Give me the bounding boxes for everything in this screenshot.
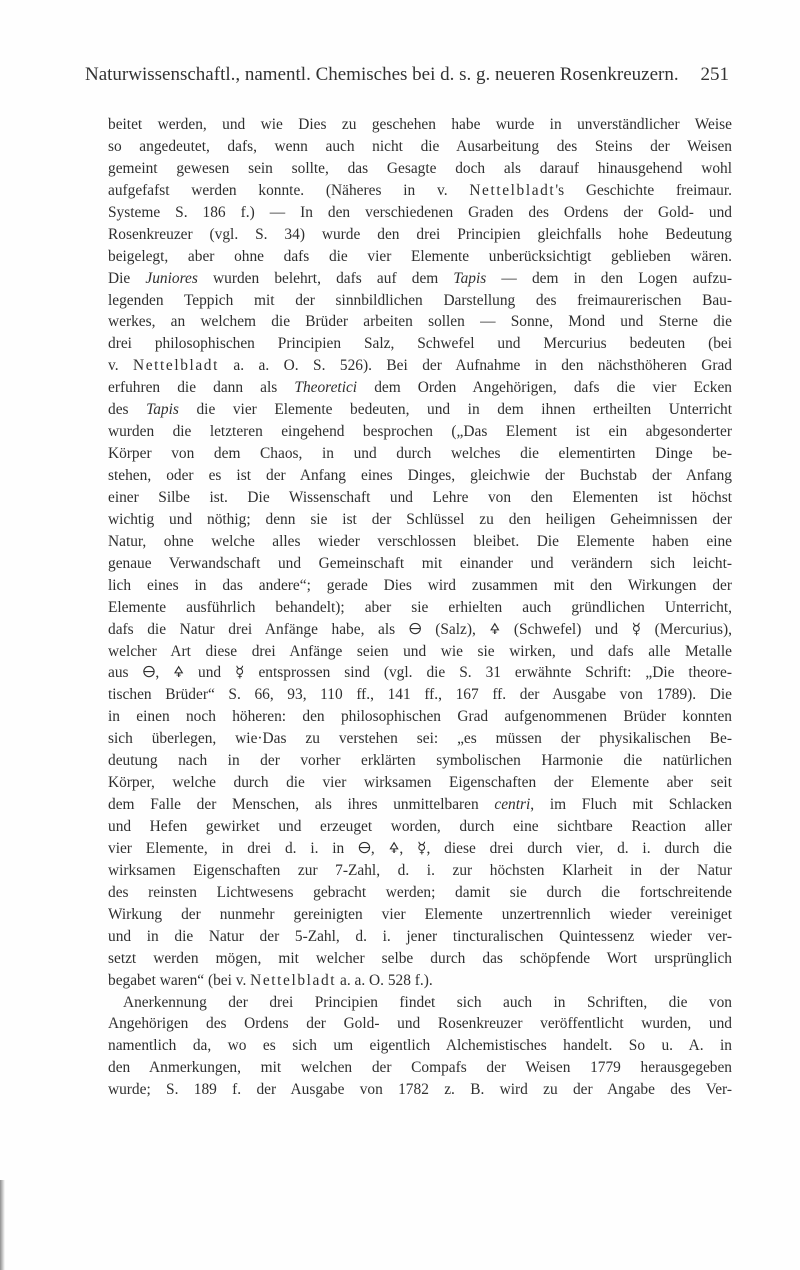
- text-line: und in die Natur der 5-Zahl, d. i. jener tincturalischen Quintessenz wieder ver-: [108, 927, 732, 945]
- text-line: in einen noch höheren: den philosophischen Grad aufgenommenen Brüder konnten: [108, 708, 732, 726]
- text-line: Natur, ohne welche alles wieder verschlossen bleibet. Die Elemente haben eine: [108, 532, 732, 550]
- page-edge-shadow: [0, 1180, 5, 1270]
- text-line: Elemente ausführlich behandelt); aber sie erhielten auch gründlichen Unterricht,: [108, 598, 732, 616]
- text-line: v. Nettelbladt a. a. O. S. 526). Bei der Aufnahme in den nächsthöheren Grad: [108, 357, 732, 375]
- text-line: vier Elemente, in drei d. i. in 🜔, 🜍, ☿, diese drei durch vier, d. i. durch die: [108, 839, 732, 857]
- text-line: werkes, an welchem die Brüder arbeiten sollen — Sonne, Mond und Sterne die: [108, 313, 732, 331]
- text-line: drei philosophischen Principien Salz, Schwefel und Mercurius bedeuten (bei: [108, 335, 732, 353]
- text-line: erfuhren die dann als Theoretici dem Orden Angehörigen, dafs die vier Ecken: [108, 379, 732, 397]
- text-line: so angedeutet, dafs, wenn auch nicht die Ausarbeitung des Steins der Weisen: [108, 137, 732, 155]
- text-line: welcher Art diese drei Anfänge seien und wie sie wirken, und dafs alle Metalle: [108, 642, 732, 660]
- text-line: des Tapis die vier Elemente bedeuten, und in dem ihnen ertheilten Unterricht: [108, 401, 732, 419]
- text-line: Rosenkreuzer (vgl. S. 34) wurde den drei Principien gleichfalls hohe Bedeutung: [108, 225, 732, 243]
- text-line: Anerkennung der drei Principien findet sich auch in Schriften, die von: [123, 993, 732, 1011]
- text-line: lich eines in das andere“; gerade Dies wird zusammen mit den Wirkungen der: [108, 576, 732, 594]
- text-line: wichtig und nöthig; denn sie ist der Schlüssel zu den heiligen Geheimnissen der: [108, 510, 732, 528]
- running-head: [85, 63, 729, 87]
- text-line: aufgefafst werden konnte. (Näheres in v. Nettelbladt's Geschichte freimaur.: [108, 181, 732, 199]
- text-line: gemeint gewesen sein sollte, das Gesagte doch als darauf hinausgehend wohl: [108, 159, 732, 177]
- text-line: sich überlegen, wie·Das zu verstehen sei: „es müssen der physikalischen Be-: [108, 730, 732, 748]
- running-head-title: Naturwissenschaftl., namentl. Chemisches bei d. s. g. neueren Rosenkreuzern.: [85, 64, 679, 85]
- body-text: [108, 114, 732, 1101]
- text-line: legenden Teppich mit der sinnbildlichen Darstellung des freimaurerischen Bau-: [108, 291, 732, 309]
- text-line: aus 🜔, 🜍 und ☿ entsprossen sind (vgl. die S. 31 erwähnte Schrift: „Die theore-: [108, 664, 732, 682]
- text-line: Körper, welche durch die vier wirksamen Eigenschaften der Elemente aber seit: [108, 774, 732, 792]
- text-line: dafs die Natur drei Anfänge habe, als 🜔 (Salz), 🜍 (Schwefel) und ☿ (Mercurius),: [108, 620, 732, 638]
- text-line: beitet werden, und wie Dies zu geschehen habe wurde in unverständlicher Weise: [108, 116, 732, 133]
- text-line: wurde; S. 189 f. der Ausgabe von 1782 z. B. wird zu der Angabe des Ver-: [108, 1081, 732, 1099]
- text-line: setzt werden mögen, mit welcher selbe durch das schöpfende Wort ursprünglich: [108, 949, 732, 967]
- text-line: des reinsten Lichtwesens gebracht werden; damit sie durch die fortschreitende: [108, 883, 732, 901]
- text-line: tischen Brüder“ S. 66, 93, 110 ff., 141 ff., 167 ff. der Ausgabe von 1789). Die: [108, 686, 732, 704]
- text-line: Wirkung der nunmehr gereinigten vier Elemente unzertrennlich wieder vereiniget: [108, 905, 732, 923]
- text-line: den Anmerkungen, mit welchen der Compafs der Weisen 1779 herausgegeben: [108, 1059, 732, 1077]
- text-line: wirksamen Eigenschaften zur 7-Zahl, d. i. zur höchsten Klarheit in der Natur: [108, 861, 732, 879]
- text-line: Angehörigen des Ordens der Gold- und Rosenkreuzer veröffentlicht wurden, und: [108, 1015, 732, 1033]
- text-line: wurden die letzteren eingehend besprochen („Das Element ist ein abgesonderter: [108, 423, 732, 441]
- text-line: genaue Verwandschaft und Gemeinschaft mit einander und verändern sich leicht-: [108, 554, 732, 572]
- page-number: 251: [700, 64, 729, 85]
- text-line: Systeme S. 186 f.) — In den verschiedenen Graden des Ordens der Gold- und: [108, 203, 732, 221]
- text-line: dem Falle der Menschen, als ihres unmittelbaren centri, im Fluch mit Schlacken: [108, 796, 733, 814]
- text-line: begabet waren“ (bei v. Nettelbladt a. a. O. 528 f.).: [108, 971, 433, 989]
- text-line: stehen, oder es ist der Anfang eines Dinges, gleichwie der Buchstab der Anfang: [108, 467, 732, 484]
- text-line: einer Silbe ist. Die Wissenschaft und Lehre von den Elementen ist höchst: [108, 488, 732, 506]
- text-line: beigelegt, aber ohne dafs die vier Elemente unberücksichtigt geblieben wären.: [108, 247, 732, 265]
- text-line: und Hefen gewirket und erzeuget worden, durch eine sichtbare Reaction aller: [108, 818, 732, 835]
- text-line: deutung nach in der vorher erklärten symbolischen Harmonie die natürlichen: [108, 752, 732, 770]
- text-line: Die Juniores wurden belehrt, dafs auf dem Tapis — dem in den Logen aufzu-: [108, 269, 732, 287]
- text-line: namentlich da, wo es sich um eigentlich Alchemistisches handelt. So u. A. in: [108, 1037, 732, 1055]
- text-line: Körper von dem Chaos, in und durch welches die elementirten Dinge be-: [108, 445, 732, 463]
